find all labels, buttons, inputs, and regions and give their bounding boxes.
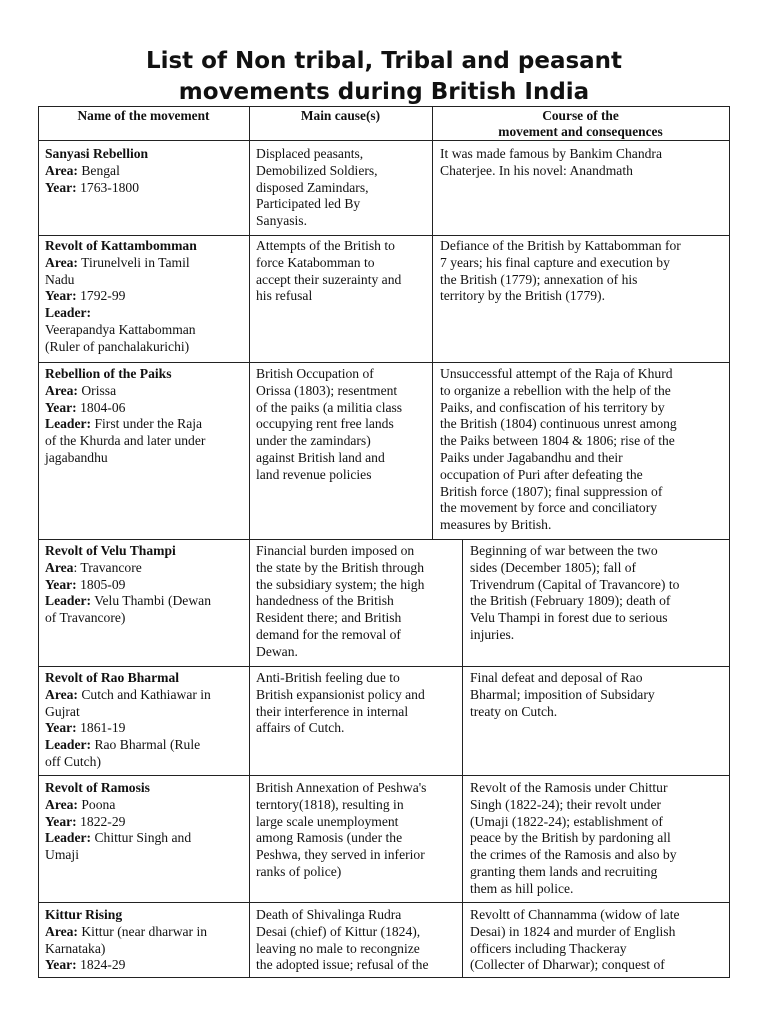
row-4-cause-cell: Financial burden imposed on the state by the British through the subsidiary system; the high handedness of the British Resident there; and British demand for the removal of Dewan. xyxy=(256,543,425,659)
row-2-cause-cell: Attempts of the British to force Katabomman to accept their suzerainty and his refusal xyxy=(256,238,402,304)
row-2-name-cell: Revolt of Kattambomman Area: Tirunelveli in Tamil Nadu Year: 1792-99 Leader: Veerapandya Kattabomman (Ruler of panchalakurichi) xyxy=(45,238,197,354)
title-line-1: List of Non tribal, Tribal and peasant xyxy=(145,48,623,74)
title-line-2: movements during British India xyxy=(178,79,590,105)
movement-name: Kittur Rising xyxy=(45,907,123,922)
row-5-course-cell: Final defeat and deposal of Rao Bharmal; imposition of Subsidary treaty on Cutch. xyxy=(470,670,655,719)
movement-name: Revolt of Rao Bharmal xyxy=(45,670,180,685)
row-1-cause-cell: Displaced peasants, Demobilized Soldiers, disposed Zamindars, Participated led By Sanyasis. xyxy=(256,146,378,229)
row-7-cause-cell: Death of Shivalinga Rudra Desai (chief) of Kittur (1824), leaving no male to recongnize the adopted issue; refusal of the xyxy=(256,907,429,973)
header-name: Name of the movement xyxy=(77,108,210,123)
row-4-name-cell: Revolt of Velu Thampi Area: Travancore Year: 1805-09 Leader: Velu Thambi (Dewan of Travancore) xyxy=(45,543,211,626)
movement-name: Revolt of Ramosis xyxy=(45,780,150,795)
row-7-course-cell: Revoltt of Channamma (widow of late Desai) in 1824 and murder of English officers including Thackeray (Collecter of Dharwar); conquest of xyxy=(470,907,680,973)
row-3-course-cell: Unsuccessful attempt of the Raja of Khurd to organize a rebellion with the help of the Paiks, and confiscation of his territory by the British (1804) continuous unrest among the Paiks between 1804 & 1806; rise of the Paiks under Jagabandhu and their occupation of Puri after defeating the British force (1807); final suppression of the movement by force and conciliatory measures by British. xyxy=(440,366,677,533)
row-3-cause-cell: British Occupation of Orissa (1803); resentment of the paiks (a militia class occupying rent free lands under the zamindars) against British land and land revenue policies xyxy=(256,366,403,482)
movement-name: Revolt of Velu Thampi xyxy=(45,543,176,558)
page-title xyxy=(38,46,730,108)
movement-name: Rebellion of the Paiks xyxy=(45,366,172,381)
row-5-cause-cell: Anti-British feeling due to British expansionist policy and their interference in internal affairs of Cutch. xyxy=(256,670,425,736)
row-1-name-cell: Sanyasi Rebellion Area: Bengal Year: 1763-1800 xyxy=(45,146,149,195)
row-1-course-cell: It was made famous by Bankim Chandra Chaterjee. In his novel: Anandmath xyxy=(440,146,662,178)
row-3-name-cell: Rebellion of the Paiks Area: Orissa Year: 1804-06 Leader: First under the Raja of the Khurda and later under jagabandhu xyxy=(45,366,206,465)
row-5-name-cell: Revolt of Rao Bharmal Area: Cutch and Kathiawar in Gujrat Year: 1861-19 Leader: Rao Bharmal (Rule off Cutch) xyxy=(45,670,211,769)
header-course: Course of the movement and consequences xyxy=(498,108,663,139)
row-6-course-cell: Revolt of the Ramosis under Chittur Singh (1822-24); their revolt under (Umaji (1822-24); establishment of peace by the British by pardoning all the crimes of the Ramosis and also by granting them lands and recruiting them as hill police. xyxy=(470,780,677,896)
movement-name: Revolt of Kattambomman xyxy=(45,238,197,253)
row-7-name-cell: Kittur Rising Area: Kittur (near dharwar in Karnataka) Year: 1824-29 xyxy=(45,907,208,973)
row-6-cause-cell: British Annexation of Peshwa's terntory(1818), resulting in large scale unemployment among Ramosis (under the Peshwa, they served in inferior ranks of police) xyxy=(256,780,427,879)
row-6-name-cell: Revolt of Ramosis Area: Poona Year: 1822-29 Leader: Chittur Singh and Umaji xyxy=(45,780,192,863)
header-cause: Main cause(s) xyxy=(300,108,381,123)
row-4-course-cell: Beginning of war between the two sides (December 1805); fall of Trivendrum (Capital of Travancore) to the British (February 1809); death of Velu Thampi in forest due to serious injuries. xyxy=(470,543,680,642)
movement-name: Sanyasi Rebellion xyxy=(45,146,149,161)
row-2-course-cell: Defiance of the British by Kattabomman for 7 years; his final capture and execution by the British (1779); annexation of his territory by the British (1779). xyxy=(440,238,681,304)
